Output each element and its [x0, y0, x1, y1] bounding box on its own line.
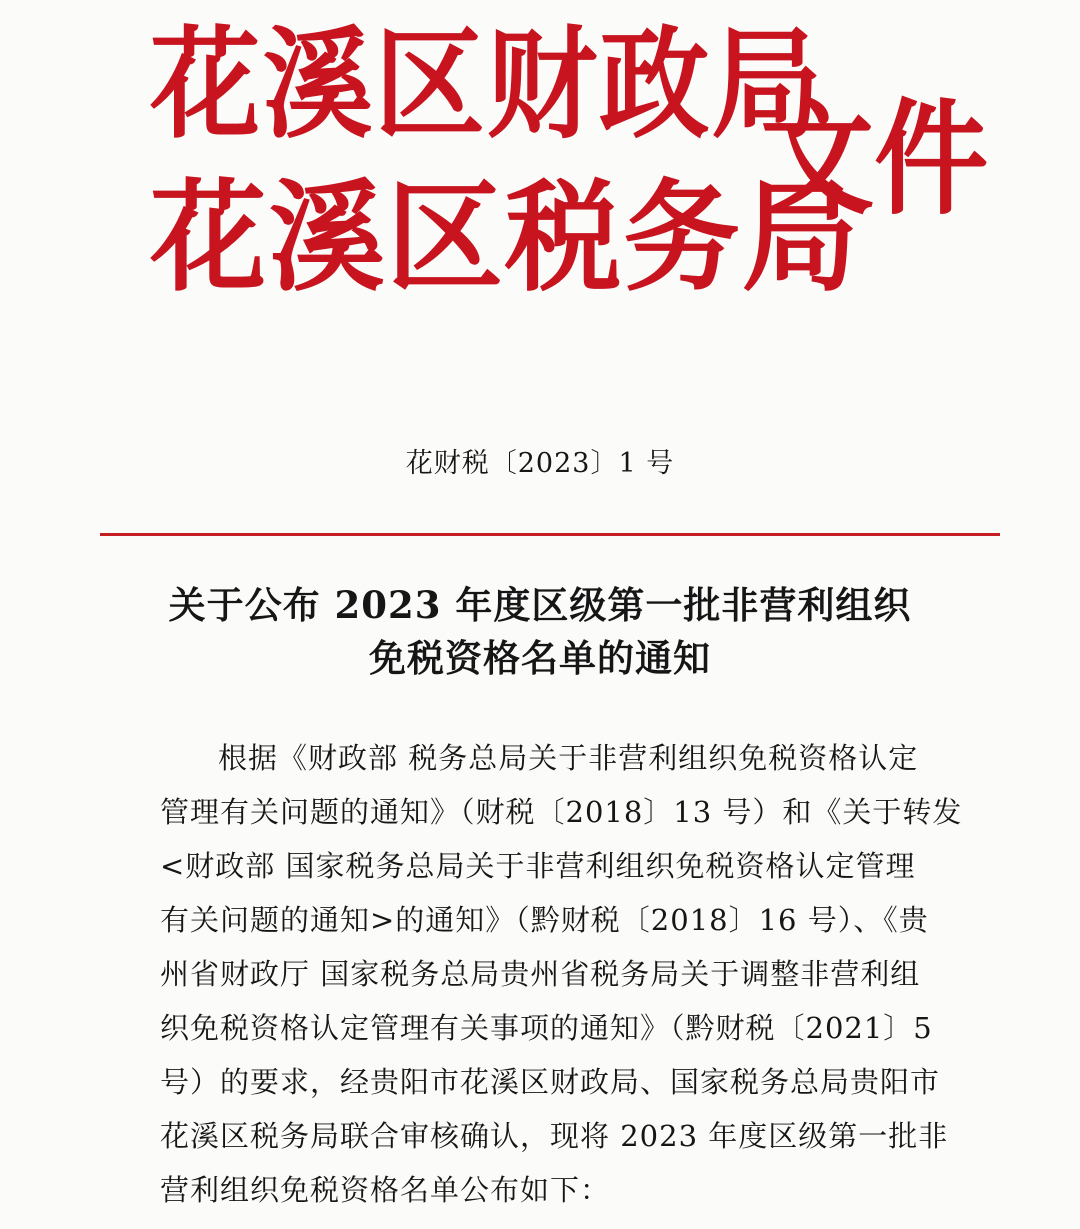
body-line-3: <财政部 国家税务总局关于非营利组织免税资格认定管理 — [160, 849, 916, 883]
body-line-8: 花溪区税务局联合审核确认，现将 2023 年度区级第一批非 — [160, 1119, 949, 1153]
body-line-5: 州省财政厅 国家税务总局贵州省税务局关于调整非营利组 — [160, 957, 921, 991]
body-line-7: 号）的要求，经贵阳市花溪区财政局、国家税务总局贵阳市 — [160, 1065, 941, 1099]
body-line-1: 根据《财政部 税务总局关于非营利组织免税资格认定 — [218, 741, 919, 775]
body-line-2: 管理有关问题的通知》（财税〔2018〕13 号）和《关于转发 — [160, 795, 963, 829]
document-title-line-2: 免税资格名单的通知 — [369, 636, 711, 680]
header-document-label: 文件 — [760, 87, 989, 232]
document-title-line-1: 关于公布 2023 年度区级第一批非营利组织 — [168, 583, 912, 627]
body-line-9: 营利组织免税资格名单公布如下： — [160, 1173, 611, 1207]
header-agency-finance: 花溪区财政局 — [150, 14, 824, 155]
body-line-4: 有关问题的通知>的通知》（黔财税〔2018〕16 号）、《贵 — [160, 903, 929, 937]
body-line-6: 织免税资格认定管理有关事项的通知》（黔财税〔2021〕5 — [160, 1011, 933, 1045]
red-divider — [100, 533, 1000, 536]
header-agency-tax: 花溪区税务局 — [150, 167, 861, 308]
document-number: 花财税〔2023〕1 号 — [405, 448, 675, 479]
